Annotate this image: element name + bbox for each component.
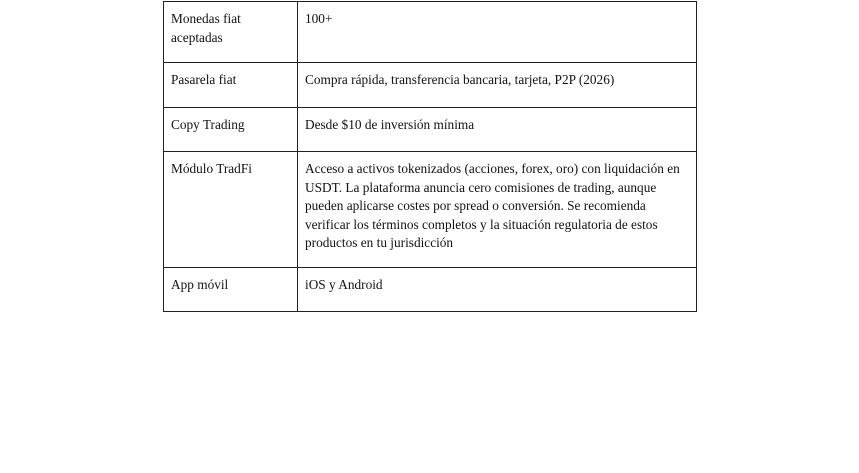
table-row bbox=[164, 108, 697, 152]
row-label-fiat-gateway: Pasarela fiat bbox=[164, 63, 298, 108]
features-table bbox=[163, 1, 697, 312]
table-row bbox=[164, 268, 697, 312]
row-label-copy-trading: Copy Trading bbox=[164, 108, 298, 152]
table-row bbox=[164, 63, 697, 108]
row-label-tradfi-module: Módulo TradFi bbox=[164, 152, 298, 268]
table-row bbox=[164, 2, 697, 63]
row-label-mobile-app: App móvil bbox=[164, 268, 298, 312]
row-value-tradfi-module: Acceso a activos tokenizados (acciones, forex, oro) con liquidación en USDT. La plataforma anuncia cero comisiones de trading, aunque pueden aplicarse costes por spread o conversión. Se recomienda verificar los términos completos y la situación regulatoria de estos productos en tu jurisdicción bbox=[298, 152, 697, 268]
row-label-fiat-currencies: Monedas fiat aceptadas bbox=[164, 2, 298, 63]
row-value-fiat-gateway: Compra rápida, transferencia bancaria, tarjeta, P2P (2026) bbox=[298, 63, 697, 108]
table-row bbox=[164, 152, 697, 268]
row-value-fiat-currencies: 100+ bbox=[298, 2, 697, 63]
row-value-copy-trading: Desde $10 de inversión mínima bbox=[298, 108, 697, 152]
row-value-mobile-app: iOS y Android bbox=[298, 268, 697, 312]
